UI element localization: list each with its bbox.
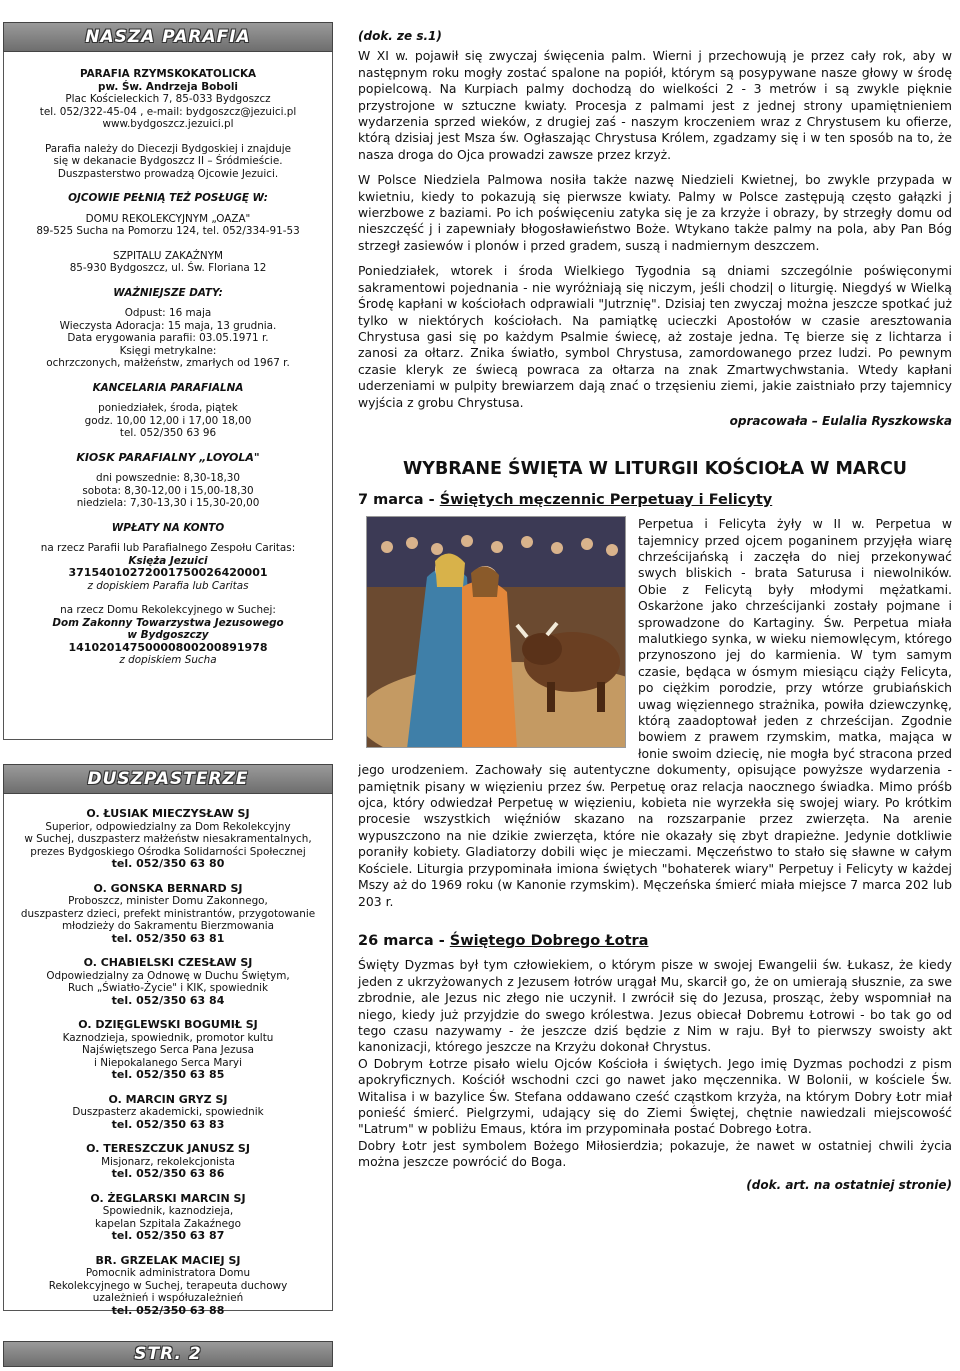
payment-retreat-note: z dopiskiem Sucha: [119, 654, 217, 666]
feast1-name: Świętych męczennic Perpetuay i Felicyty: [439, 491, 773, 508]
end-reference: (dok. art. na ostatniej stronie): [746, 1177, 952, 1192]
feasts-title: WYBRANE ŚWIĘTA W LITURGII KOŚCIOŁA W MARCU: [402, 459, 907, 480]
priest-name: O. ŻEGLARSKI MARCIN SJ: [90, 1191, 246, 1205]
priest-phone: tel. 052/350 63 88: [111, 1303, 225, 1317]
oaza-address: 89-525 Sucha na Pomorzu 124, tel. 052/334-91-53: [36, 225, 300, 237]
parish-banner: [3, 22, 333, 52]
priest-entry: [12, 883, 324, 946]
service-heading: OJCOWIE PEŁNIĄ TEŻ POSŁUGĘ W:: [68, 192, 268, 204]
priest-role-line: Duszpasterz akademicki, spowiednik: [72, 1106, 264, 1118]
feast2-paragraph-2: O Dobrym Łotrze pisało wielu Ojców Kościoła i świętych. Jego imię Dyzmas pochodzi z pism apokryficznych. Kościół wschodni czci go nawet jako męczennika. W Bolonii, w kościele Św. Witalisa i w bazylice Św. Stefana oddawano cześć cząstkom krzyża, na którym Dobry Łotr miał ponieść śmierć. Pielgrzymi, udający się do Ziemi Świętej, chętnie nawiedzali miejscowość "Latrum" w pobliżu Emaus, która im przypominała postać Dobrego Łotra.: [358, 1055, 952, 1137]
parish-name: PARAFIA RZYMSKOKATOLICKA: [79, 68, 257, 80]
feast2-name: Świętego Dobrego Łotra: [449, 932, 649, 949]
payment-parish-recipient: Księża Jezuici: [128, 554, 208, 567]
priest-phone: tel. 052/350 63 84: [111, 993, 225, 1007]
feast2-paragraph-1: Święty Dyzmas był tym człowiekiem, o którym pisze w swojej Ewangelii św. Łukasz, że kiedy jeden z ukrzyżowanych z Jezusem łotrów urągał Mu, skarcił go, że on umierają słusznie, za swe zbrodnie, ale Jezus nic złego nie uczynił. I zwrócił się do Jezusa, prosząc, żeby wspomniał na niego, kiedy już przyjdzie do swego królestwa. Jezus obiecał Dobremu Łotrowi - bo tak go od tego czasu nazywamy - że jeszcze dziś będzie z Nim w raju. Był to pierwszy swoisty akt kanonizacji, którego jeszcze na Krzyżu dokonał Chrystus.: [358, 957, 952, 1055]
priest-phone: tel. 052/350 63 87: [111, 1229, 225, 1242]
priest-phone: tel. 052/350 63 86: [111, 1167, 225, 1180]
priest-entry: [12, 1255, 324, 1318]
priest-role-line: Ruch „Światło-Życie" i KIK, spowiednik: [67, 982, 269, 994]
feast2-paragraph-3: Dobry Łotr jest symbolem Bożego Miłosierdzia; pokazuje, że nawet w ostatniej chwili życia można jeszcze powrócić do Boga.: [358, 1137, 952, 1170]
priest-entry: [12, 1143, 324, 1181]
priest-name: O. ŁUSIAK MIECZYSŁAW SJ: [86, 807, 250, 820]
parish-address: Plac Kościeleckich 7, 85-033 Bydgoszcz: [65, 93, 271, 105]
priest-role-line: Kaznodzieja, spowiednik, promotor kultu: [62, 1031, 274, 1044]
article-paragraph-2: W Polsce Niedziela Palmowa nosiła także nazwę Niedzieli Kwietnej, bo zwykle przypada w kwietniu, kiedy to pokazują się pierwsze kwiaty. Palmy w Polsce zastępują często gałązki j wierzbowe z baziami. Po ich poświęceniu zatyka się je za krzyże i obrazy, by strzegły domu od nieszczęść j i zapewniały błogosławieństwo Boże. Wtykano także palmy na pola, aby Pan Bóg strzegł zasiewów i plonów i przed gradem, suszą i nadmiernym deszczem.: [358, 172, 952, 253]
dates-line-4: Księgi metrykalne:: [119, 344, 217, 357]
dates-line-2: Wieczysta Adoracja: 15 maja, 13 grudnia.: [59, 319, 277, 332]
priest-role-line: Odpowiedzialny za Odnowę w Duchu Świętym,: [46, 969, 290, 982]
payment-parish-purpose: na rzecz Parafii lub Parafialnego Zespołu Caritas:: [40, 542, 296, 554]
feast1-date: 7 marca -: [358, 491, 440, 508]
diocese-line-3: Duszpasterstwo prowadzą Ojcowie Jezuici.: [57, 167, 279, 180]
main-article: [358, 28, 952, 1193]
feast1-heading: [358, 492, 952, 508]
dates-heading: WAŻNIEJSZE DATY:: [113, 286, 223, 299]
diocese-line-2: się w dekanacie Bydgoszcz II – Śródmieście.: [53, 155, 283, 167]
priest-phone: tel. 052/350 63 80: [111, 857, 225, 870]
article-paragraph-1: W XI w. pojawił się zwyczaj święcenia palm. Wierni j przechowują je przez cały rok, aby w następnym roku mogły zostać spalone na popiół, którym są posypywane nasze głowy w środę popielcową. Na Kurpiach palmy dochodzą do wielkości 2 - 3 metrów i są zwykle pięknie przystrojone w sztuczne kwiaty. Procesja z palmami jest z jednej strony upamiętnieniem wydarzenia sprzed wieków, z drugiej zaś - naszym kroczeniem wraz z Chrystusem ku ofierze, którą dzisiaj jest Msza św. Ogłaszając Chrystusa Królem, zgadzamy się i w ten sposób na to, że nasza droga do Ojca prowadzi zawsze przez krzyż.: [358, 48, 952, 162]
priest-list: [12, 808, 324, 1317]
martyrs-illustration: [366, 516, 626, 748]
priest-role-line: Rekolekcyjnego w Suchej, terapeuta duchowy: [48, 1279, 288, 1292]
dates-line-3: Data erygowania parafii: 03.05.1971 r.: [67, 332, 269, 344]
feast1-text: Perpetua i Felicyta żyły w II w. Perpetua w tajemnicy przed ojcem poganinem przyjęła wiarę chrześcijańską i zaczęła do niej przekonywać swych bliskich - brata Saturusa i niewolników. Obie z Felicytą były młodymi mężatkami. Oskarżone jako chrześcijanki zostały pojmane i sprowadzone do Kartaginy. Św. Perpetua miała malutkiego synka, w wieku niemowlęcym, którego przynoszono jej do karmienia. W tym samym czasie, będąca w ósmym miesiącu ciąży Felicyta, po ciężkim porodzie, przy wtórze grubiańskich uwag więziennego strażnika, powiła dziewczynkę, którą zaadoptował jeden z chrześcijan. Zgodnie bowiem z prawem rzymskim, matka, mająca w łonie swoim dziecię, nie mogła być stracona przed jego urodzeniem. Zachowały się autentyczne dokumenty, opisujące powyższe wydarzenia - pamiętnik pisany w więzieniu przez św. Perpetuę oraz relacja naocznego świadka. Mimo próśb ojca, który odwiedzał Perpetuę w więzieniu, kobieta nie wyrzekła się swojej wiary. Po krótkim procesie wszystkich więźniów skazano na rozszarpanie przez zwierzęta. Na arenie wypuszczono na nie dzikie zwierzęta, które nie okazały się zbyt drapieżne. Jedynie dotkliwie poraniły kobiety. Gladiatorzy dobili więc je mieczami. Męczeństwo to stało się sławne w całym Kościele. Liturgia przypominała imiona świętych "bohaterek wiary" Perpetuy i Felicyty w każdej Mszy aż do 1969 roku (w Kanonie rzymskim). Męczeńska śmierć miała miejsce 7 marca 202 lub 203 r.: [358, 516, 952, 909]
priests-banner-text: DUSZPASTERZE: [87, 769, 249, 789]
page-number-banner: [3, 1341, 333, 1367]
priest-entry: [12, 808, 324, 871]
feast1-section: [358, 516, 952, 919]
priest-role-line: młodzieży do Sakramentu Bierzmowania: [62, 920, 274, 932]
priest-name: O. TERESZCZUK JANUSZ SJ: [86, 1142, 250, 1155]
priest-entry: [12, 1193, 324, 1243]
priest-role-line: prezes Bydgoskiego Ośrodka Solidarności Społecznej: [30, 845, 306, 858]
priest-name: O. GONSKA BERNARD SJ: [93, 881, 243, 895]
priest-entry: [12, 1094, 324, 1132]
feast2-date: 26 marca -: [358, 932, 450, 949]
dates-line-1: Odpust: 16 maja: [124, 307, 212, 319]
payment-parish-note: z dopiskiem Parafia lub Caritas: [87, 579, 249, 592]
hospital-address: 85-930 Bydgoszcz, ul. Św. Floriana 12: [69, 262, 267, 274]
payments-heading: WPŁATY NA KONTO: [111, 521, 225, 534]
feast2-heading: [358, 933, 952, 949]
priest-role-line: Najświętszego Serca Pana Jezusa: [82, 1044, 254, 1056]
priest-role-line: uzależnień i współuzależnień: [92, 1292, 244, 1304]
office-days: poniedziałek, środa, piątek: [98, 402, 238, 414]
martyrs-illustration-image: [367, 517, 626, 748]
priest-name: O. DZIĘGLEWSKI BOGUMIŁ SJ: [78, 1018, 258, 1031]
priest-phone: tel. 052/350 63 81: [111, 931, 225, 945]
priest-role-line: i Niepokalanego Serca Maryi: [94, 1056, 242, 1069]
priest-name: O. MARCIN GRYZ SJ: [108, 1092, 228, 1106]
priest-role-line: Proboszcz, minister Domu Zakonnego,: [68, 895, 268, 907]
payment-retreat-recipient-city: w Bydgoszczy: [127, 629, 209, 641]
continued-reference: (dok. ze s.1): [358, 29, 442, 43]
priest-role-line: duszpasterz dzieci, prefekt ministrantów, przygotowanie: [20, 907, 316, 920]
sidebar: [3, 22, 333, 1367]
priests-banner: [3, 764, 333, 794]
priest-entry: [12, 1019, 324, 1082]
parish-info-box: [3, 52, 333, 740]
article-signature: opracowała – Eulalia Ryszkowska: [729, 413, 952, 428]
priest-role-line: w Suchej, duszpasterz małżeństw niesakramentalnych,: [24, 833, 312, 845]
payment-retreat-purpose: na rzecz Domu Rekolekcyjnego w Suchej:: [60, 604, 276, 616]
parish-banner-text: NASZA PARAFIA: [85, 27, 251, 47]
office-hours: godz. 10,00 12,00 i 17,00 18,00: [84, 414, 252, 427]
office-heading: KANCELARIA PARAFIALNA: [92, 381, 244, 394]
priests-box: [3, 794, 333, 1317]
kiosk-saturday-hours: sobota: 8,30-12,00 i 15,00-18,30: [82, 484, 254, 497]
priest-phone: tel. 052/350 63 83: [111, 1117, 225, 1131]
article-paragraph-3: Poniedziałek, wtorek i środa Wielkiego Tygodnia są dniami szczególnie poświęconymi sakramentowi pojednania - nie wyróżniają się niczym, jeśli chodzi| o liturgię. Niegdyś w Wielką Środę kapłani w kościołach odprawiali "Jutrznię". Dzisiaj ten zwyczaj można jeszcze spotkać już tylko w niektórych kościołach. Na pamiątkę ucieczki Apostołów w czasie aresztowania Chrystusa gasi się po każdym Psalmie świecę, aż zostaje jedna. Tę bierze się z lichtarza i zanosi za ołtarz. Znika światło, symbol Chrystusa, zamordowanego przez ludzi. Po pewnym czasie kleryk ze świecą powraca za ołtarza na znak Zmartwychwstania. Wtedy kapłani uderzeniami w pulpity brewiarzem dają znać o trzęsieniu ziemi, jakie zaistniało przy tajemnicy wyjścia z grobu Chrystusa.: [358, 263, 952, 410]
parish-patron: pw. Św. Andrzeja Boboli: [98, 80, 238, 93]
parish-contact: tel. 052/322-45-04 , e-mail: bydgoszcz@jezuici.pl: [39, 105, 297, 118]
priest-role-line: Spowiednik, kaznodzieja,: [102, 1205, 234, 1217]
priest-entry: [12, 957, 324, 1007]
dates-line-5: ochrzczonych, małżeństw, zmarłych od 1967 r.: [46, 357, 290, 369]
kiosk-weekday-hours: dni powszednie: 8,30-18,30: [96, 472, 240, 484]
page-number-text: STR. 2: [134, 1344, 202, 1364]
kiosk-heading: KIOSK PARAFIALNY „LOYOLA": [76, 450, 260, 464]
payment-parish-account: 37154010272001750026420001: [68, 566, 268, 579]
oaza-name: DOMU REKOLEKCYJNYM „OAZA": [85, 212, 251, 225]
diocese-line-1: Parafia należy do Diecezji Bydgoskiej i znajduje: [44, 142, 291, 155]
payment-retreat-account: 14102014750000800200891978: [68, 640, 268, 654]
priest-role-line: kapelan Szpitala Zakaźnego: [95, 1217, 241, 1230]
payment-retreat-recipient: Dom Zakonny Towarzystwa Jezusowego: [52, 616, 284, 629]
parish-website-link[interactable]: www.bydgoszcz.jezuici.pl: [102, 118, 234, 130]
office-phone: tel. 052/350 63 96: [119, 427, 217, 439]
kiosk-sunday-hours: niedziela: 7,30-13,30 i 15,30-20,00: [76, 497, 260, 509]
priest-role-line: Misjonarz, rekolekcjonista: [101, 1155, 235, 1168]
priest-name: O. CHABIELSKI CZESŁAW SJ: [83, 956, 253, 969]
hospital-name: SZPITALU ZAKAŹNYM: [112, 249, 224, 262]
priest-name: BR. GRZELAK MACIEJ SJ: [95, 1253, 241, 1267]
priest-role-line: Pomocnik administratora Domu: [85, 1267, 251, 1279]
priest-role-line: Superior, odpowiedzialny za Dom Rekolekcyjny: [45, 820, 291, 833]
priest-phone: tel. 052/350 63 85: [111, 1068, 225, 1081]
